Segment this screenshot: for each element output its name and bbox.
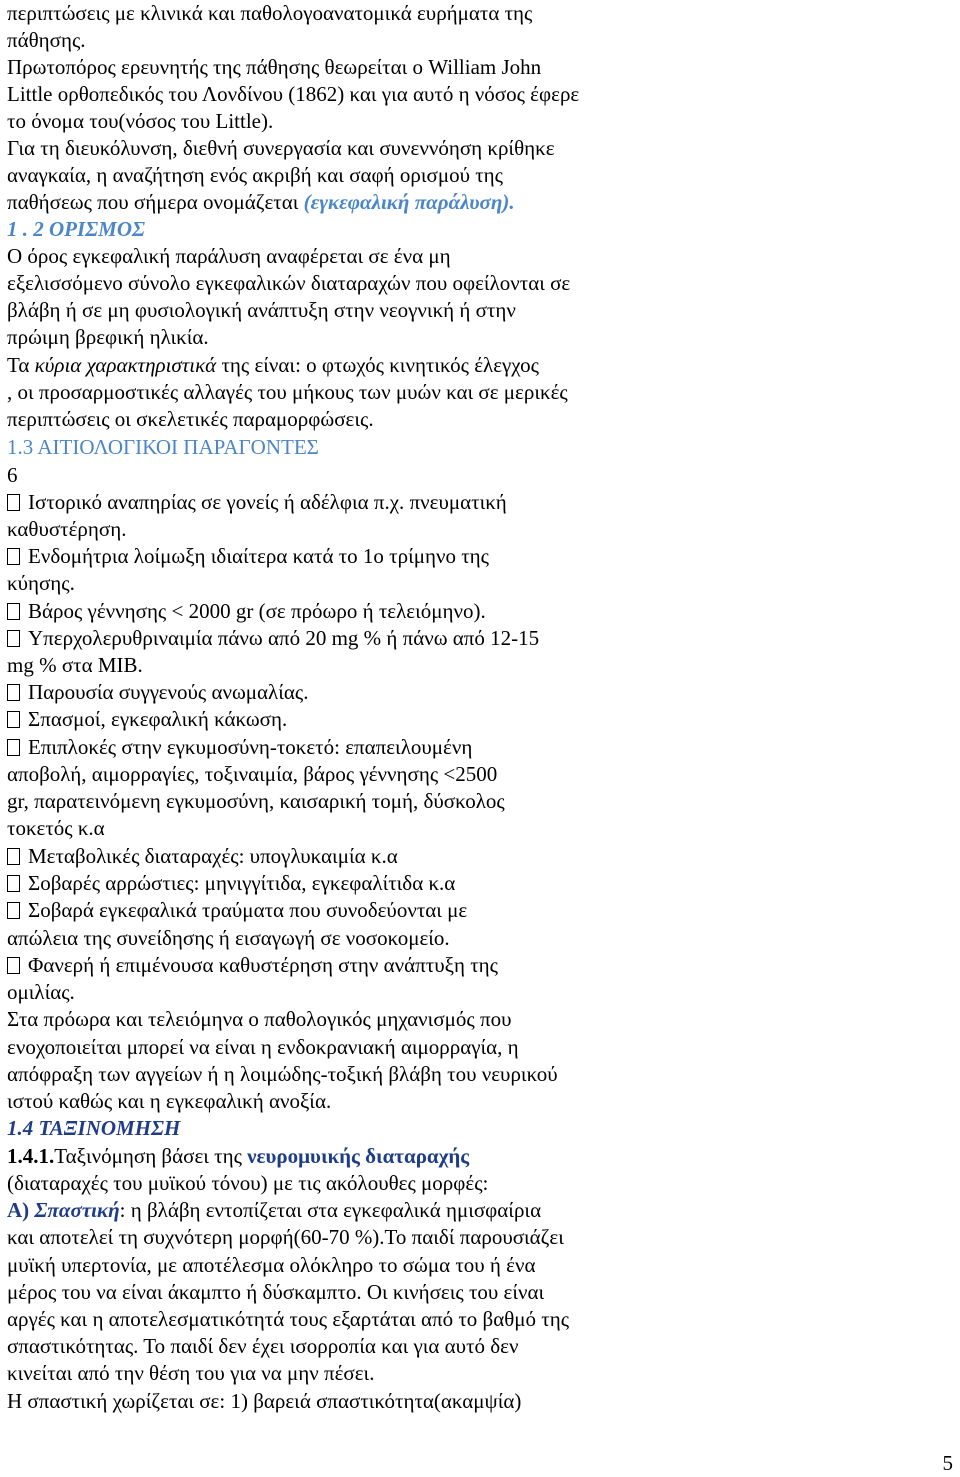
text-line: τοκετός κ.α [7, 816, 105, 840]
text-line: σπαστικότητας. Το παιδί δεν έχει ισορροπία και για αυτό δεν [7, 1334, 519, 1358]
list-item: Σπασμοί, εγκεφαλική κάκωση. [7, 706, 287, 733]
text-line: πάθησης. [7, 28, 86, 52]
term-highlight: (εγκεφαλική παράλυση). [303, 190, 515, 214]
bullet-box-icon [7, 684, 20, 701]
term-highlight: νευρομυικής διαταραχής [247, 1144, 470, 1168]
text-line: αποβολή, αιμορραγίες, τοξιναιμία, βάρος γέννησης <2500 [7, 762, 498, 786]
text-run: : η βλάβη εντοπίζεται στα εγκεφαλικά ημισφαίρια [119, 1198, 542, 1222]
text-line: Στα πρόωρα και τελειόμηνα ο παθολογικός μηχανισμός που [7, 1007, 512, 1031]
text-line: Η σπαστική χωρίζεται σε: 1) βαρειά σπαστικότητα(ακαμψία) [7, 1389, 522, 1413]
item-label: Α) [7, 1198, 35, 1222]
term-highlight: Σπαστική [34, 1198, 120, 1222]
bullet-box-icon [7, 957, 20, 974]
text-line: μυϊκή υπερτονία, με αποτέλεσμα ολόκληρο το σώμα του ή ένα [7, 1253, 536, 1277]
list-item: Βάρος γέννησης < 2000 gr (σε πρόωρο ή τελειόμηνο). [7, 598, 486, 625]
bullet-box-icon [7, 711, 20, 728]
bullet-box-icon [7, 494, 20, 511]
text-line: ενοχοποιείται μπορεί να είναι η ενδοκρανιακή αιμορραγία, η [7, 1035, 519, 1059]
text-line [7, 189, 515, 216]
list-item: Μεταβολικές διαταραχές: υπογλυκαιμία κ.α [7, 843, 398, 870]
text-line: , οι προσαρμοστικές αλλαγές του μήκους των μυών και σε μερικές [7, 380, 568, 404]
text-line: Little ορθοπεδικός του Λονδίνου (1862) και για αυτό η νόσος έφερε [7, 82, 580, 106]
list-item: Φανερή ή επιμένουσα καθυστέρηση στην ανάπτυξη της [7, 952, 498, 979]
text-line: ιστού καθώς και η εγκεφαλική ανοξία. [7, 1089, 332, 1113]
text-run: παθήσεως που σήμερα ονομάζεται [7, 190, 304, 214]
text-line [7, 352, 539, 379]
subsection-number: 1.4.1. [7, 1144, 55, 1168]
section-heading-definition: 1 . 2 ΟΡΙΣΜΟΣ [7, 217, 146, 241]
text-line: 6 [7, 463, 18, 487]
bullet-box-icon [7, 902, 20, 919]
text-line: περιπτώσεις με κλινικά και παθολογοανατομικά ευρήματα της [7, 1, 533, 25]
text-line: πρώιμη βρεφική ηλικία. [7, 325, 209, 349]
text-line: και αποτελεί τη συχνότερη μορφή(60-70 %).Το παιδί παρουσιάζει [7, 1225, 564, 1249]
list-item: Επιπλοκές στην εγκυμοσύνη-τοκετό: επαπειλουμένη [7, 734, 472, 761]
page-number: 5 [942, 1451, 953, 1475]
text-line: κινείται από την θέση του για να μην πέσει. [7, 1361, 375, 1385]
text-run: Ταξινόμηση βάσει της [54, 1144, 248, 1168]
bullet-box-icon [7, 630, 20, 647]
text-line: Για τη διευκόλυνση, διεθνή συνεργασία και συνεννόηση κρίθηκε [7, 136, 555, 160]
text-line: Ο όρος εγκεφαλική παράλυση αναφέρεται σε ένα μη [7, 244, 451, 268]
italic-term: κύρια χαρακτηριστικά [34, 353, 217, 377]
text-line: εξελισσόμενο σύνολο εγκεφαλικών διαταραχών που οφείλονται σε [7, 271, 571, 295]
text-run: Τα [7, 353, 35, 377]
list-item: Υπερχολερυθριναιμία πάνω από 20 mg % ή πάνω από 12-15 [7, 625, 539, 652]
text-line: το όνομα του(νόσος του Little). [7, 109, 274, 133]
text-line: αναγκαία, η αναζήτηση ενός ακριβή και σαφή ορισμού της [7, 163, 503, 187]
text-line: αργές και η αποτελεσματικότητά τους εξαρτάται από το βαθμό της [7, 1307, 570, 1331]
text-line: απόφραξη των αγγείων ή η λοιμώδης-τοξική βλάβη του νευρικού [7, 1062, 558, 1086]
text-line: περιπτώσεις οι σκελετικές παραμορφώσεις. [7, 407, 374, 431]
bullet-box-icon [7, 548, 20, 565]
text-line: καθυστέρηση. [7, 517, 127, 541]
text-line: κύησης. [7, 571, 75, 595]
text-line: βλάβη ή σε μη φυσιολογική ανάπτυξη στην νεογνική ή στην [7, 298, 516, 322]
text-line: (διαταραχές του μυϊκού τόνου) με τις ακόλουθες μορφές: [7, 1171, 489, 1195]
text-line: mg % στα ΜΙΒ. [7, 653, 143, 677]
text-line: Πρωτοπόρος ερευνητής της πάθησης θεωρείται ο William John [7, 55, 542, 79]
text-line: gr, παρατεινόμενη εγκυμοσύνη, καισαρική τομή, δύσκολος [7, 789, 505, 813]
list-item: Σοβαρές αρρώστιες: μηνιγγίτιδα, εγκεφαλίτιδα κ.α [7, 870, 455, 897]
text-line [7, 1197, 541, 1224]
section-heading-classification: 1.4 ΤΑΞΙΝΟΜΗΣΗ [7, 1116, 181, 1140]
text-line: μέρος του να είναι άκαμπτο ή δύσκαμπτο. Οι κινήσεις του είναι [7, 1280, 545, 1304]
text-line: ομιλίας. [7, 980, 75, 1004]
bullet-box-icon [7, 848, 20, 865]
list-item: Ιστορικό αναπηρίας σε γονείς ή αδέλφια π.χ. πνευματική [7, 489, 507, 516]
bullet-box-icon [7, 603, 20, 620]
bullet-box-icon [7, 875, 20, 892]
text-line [7, 1143, 469, 1170]
text-run: της είναι: ο φτωχός κινητικός έλεγχος [216, 353, 539, 377]
list-item: Παρουσία συγγενούς ανωμαλίας. [7, 679, 308, 706]
section-heading-causes: 1.3 ΑΙΤΙΟΛΟΓΙΚΟΙ ΠΑΡΑΓΟΝΤΕΣ [7, 435, 319, 459]
list-item: Ενδομήτρια λοίμωξη ιδιαίτερα κατά το 1ο τρίμηνο της [7, 543, 489, 570]
text-line: απώλεια της συνείδησης ή εισαγωγή σε νοσοκομείο. [7, 926, 450, 950]
bullet-box-icon [7, 739, 20, 756]
list-item: Σοβαρά εγκεφαλικά τραύματα που συνοδεύονται με [7, 897, 467, 924]
